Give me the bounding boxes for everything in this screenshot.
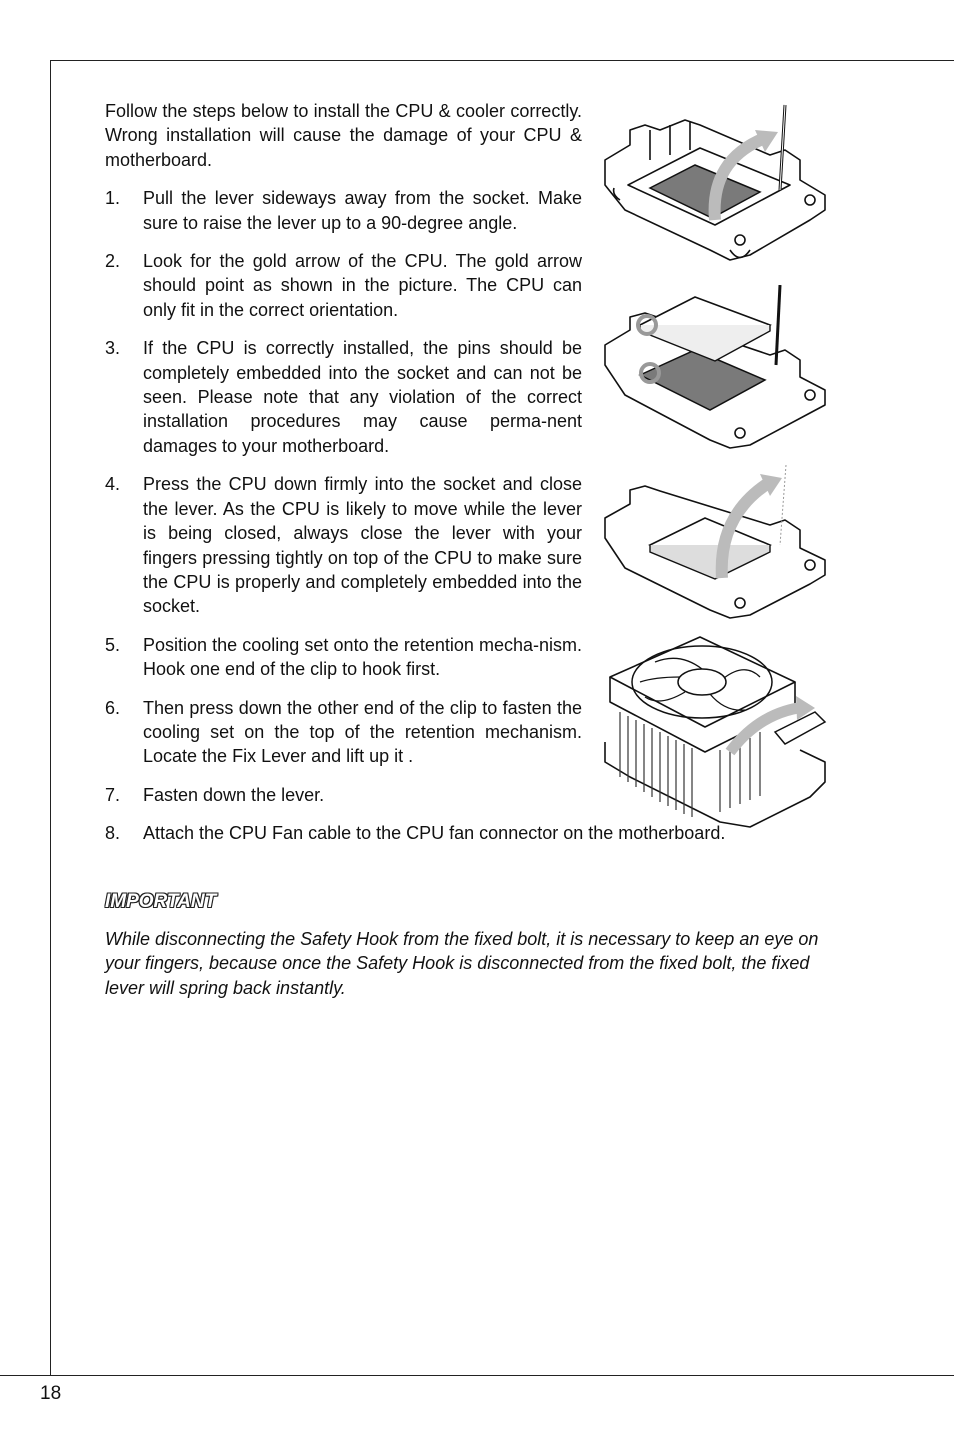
step-2: 2. Look for the gold arrow of the CPU. The gold arrow should point as shown in the picture. The CPU can only fit in the correct orientation. — [105, 251, 582, 320]
frame-left-rule — [50, 60, 51, 1376]
cooler-clip-illustration — [600, 632, 835, 832]
important-heading: IMPORTANT — [105, 891, 217, 912]
step-3: 3. If the CPU is correctly installed, the pins should be completely embedded into the socket and can not be seen. Please note that any violation of the correct installation procedures may cause perma-nent damages to your motherboard. — [105, 338, 582, 456]
intro-paragraph: Follow the steps below to install the CPU & cooler correctly. Wrong installation will cause the damage of your CPU & motherboard. — [105, 101, 582, 170]
step-6: 6. Then press down the other end of the clip to fasten the cooling set on the top of the retention mechanism. Locate the Fix Lever and lift up it . — [105, 697, 582, 767]
step-5: 5. Position the cooling set onto the retention mecha-nism. Hook one end of the clip to hook first. — [105, 634, 582, 680]
step-4: 4. Press the CPU down firmly into the socket and close the lever. As the CPU is likely to move while the lever is being closed, always close the lever with your fingers pressing tightly on top of the CPU to make sure the CPU is properly and completely embedded into the socket. — [105, 474, 582, 617]
frame-bottom-rule — [0, 1375, 954, 1376]
socket-lever-raised-illustration — [600, 100, 835, 265]
page-number: 18 — [40, 1383, 62, 1404]
cpu-alignment-illustration — [600, 285, 835, 450]
lever-closing-illustration — [600, 460, 835, 620]
step-8: 8. Attach the CPU Fan cable to the CPU fan connector on the motherboard. — [105, 823, 726, 844]
step-1: 1. Pull the lever sideways away from the socket. Make sure to raise the lever up to a 90-degree angle. — [105, 188, 582, 233]
steps-list — [105, 186, 726, 845]
instructions-section — [105, 99, 726, 860]
important-note: While disconnecting the Safety Hook from the fixed bolt, it is necessary to keep an eye on your fingers, because once the Safety Hook is disconnected from the fixed bolt, the fixed lever will spring back instantly. — [105, 929, 819, 998]
step-7: 7. Fasten down the lever. — [105, 784, 325, 805]
frame-top-rule — [50, 60, 954, 61]
